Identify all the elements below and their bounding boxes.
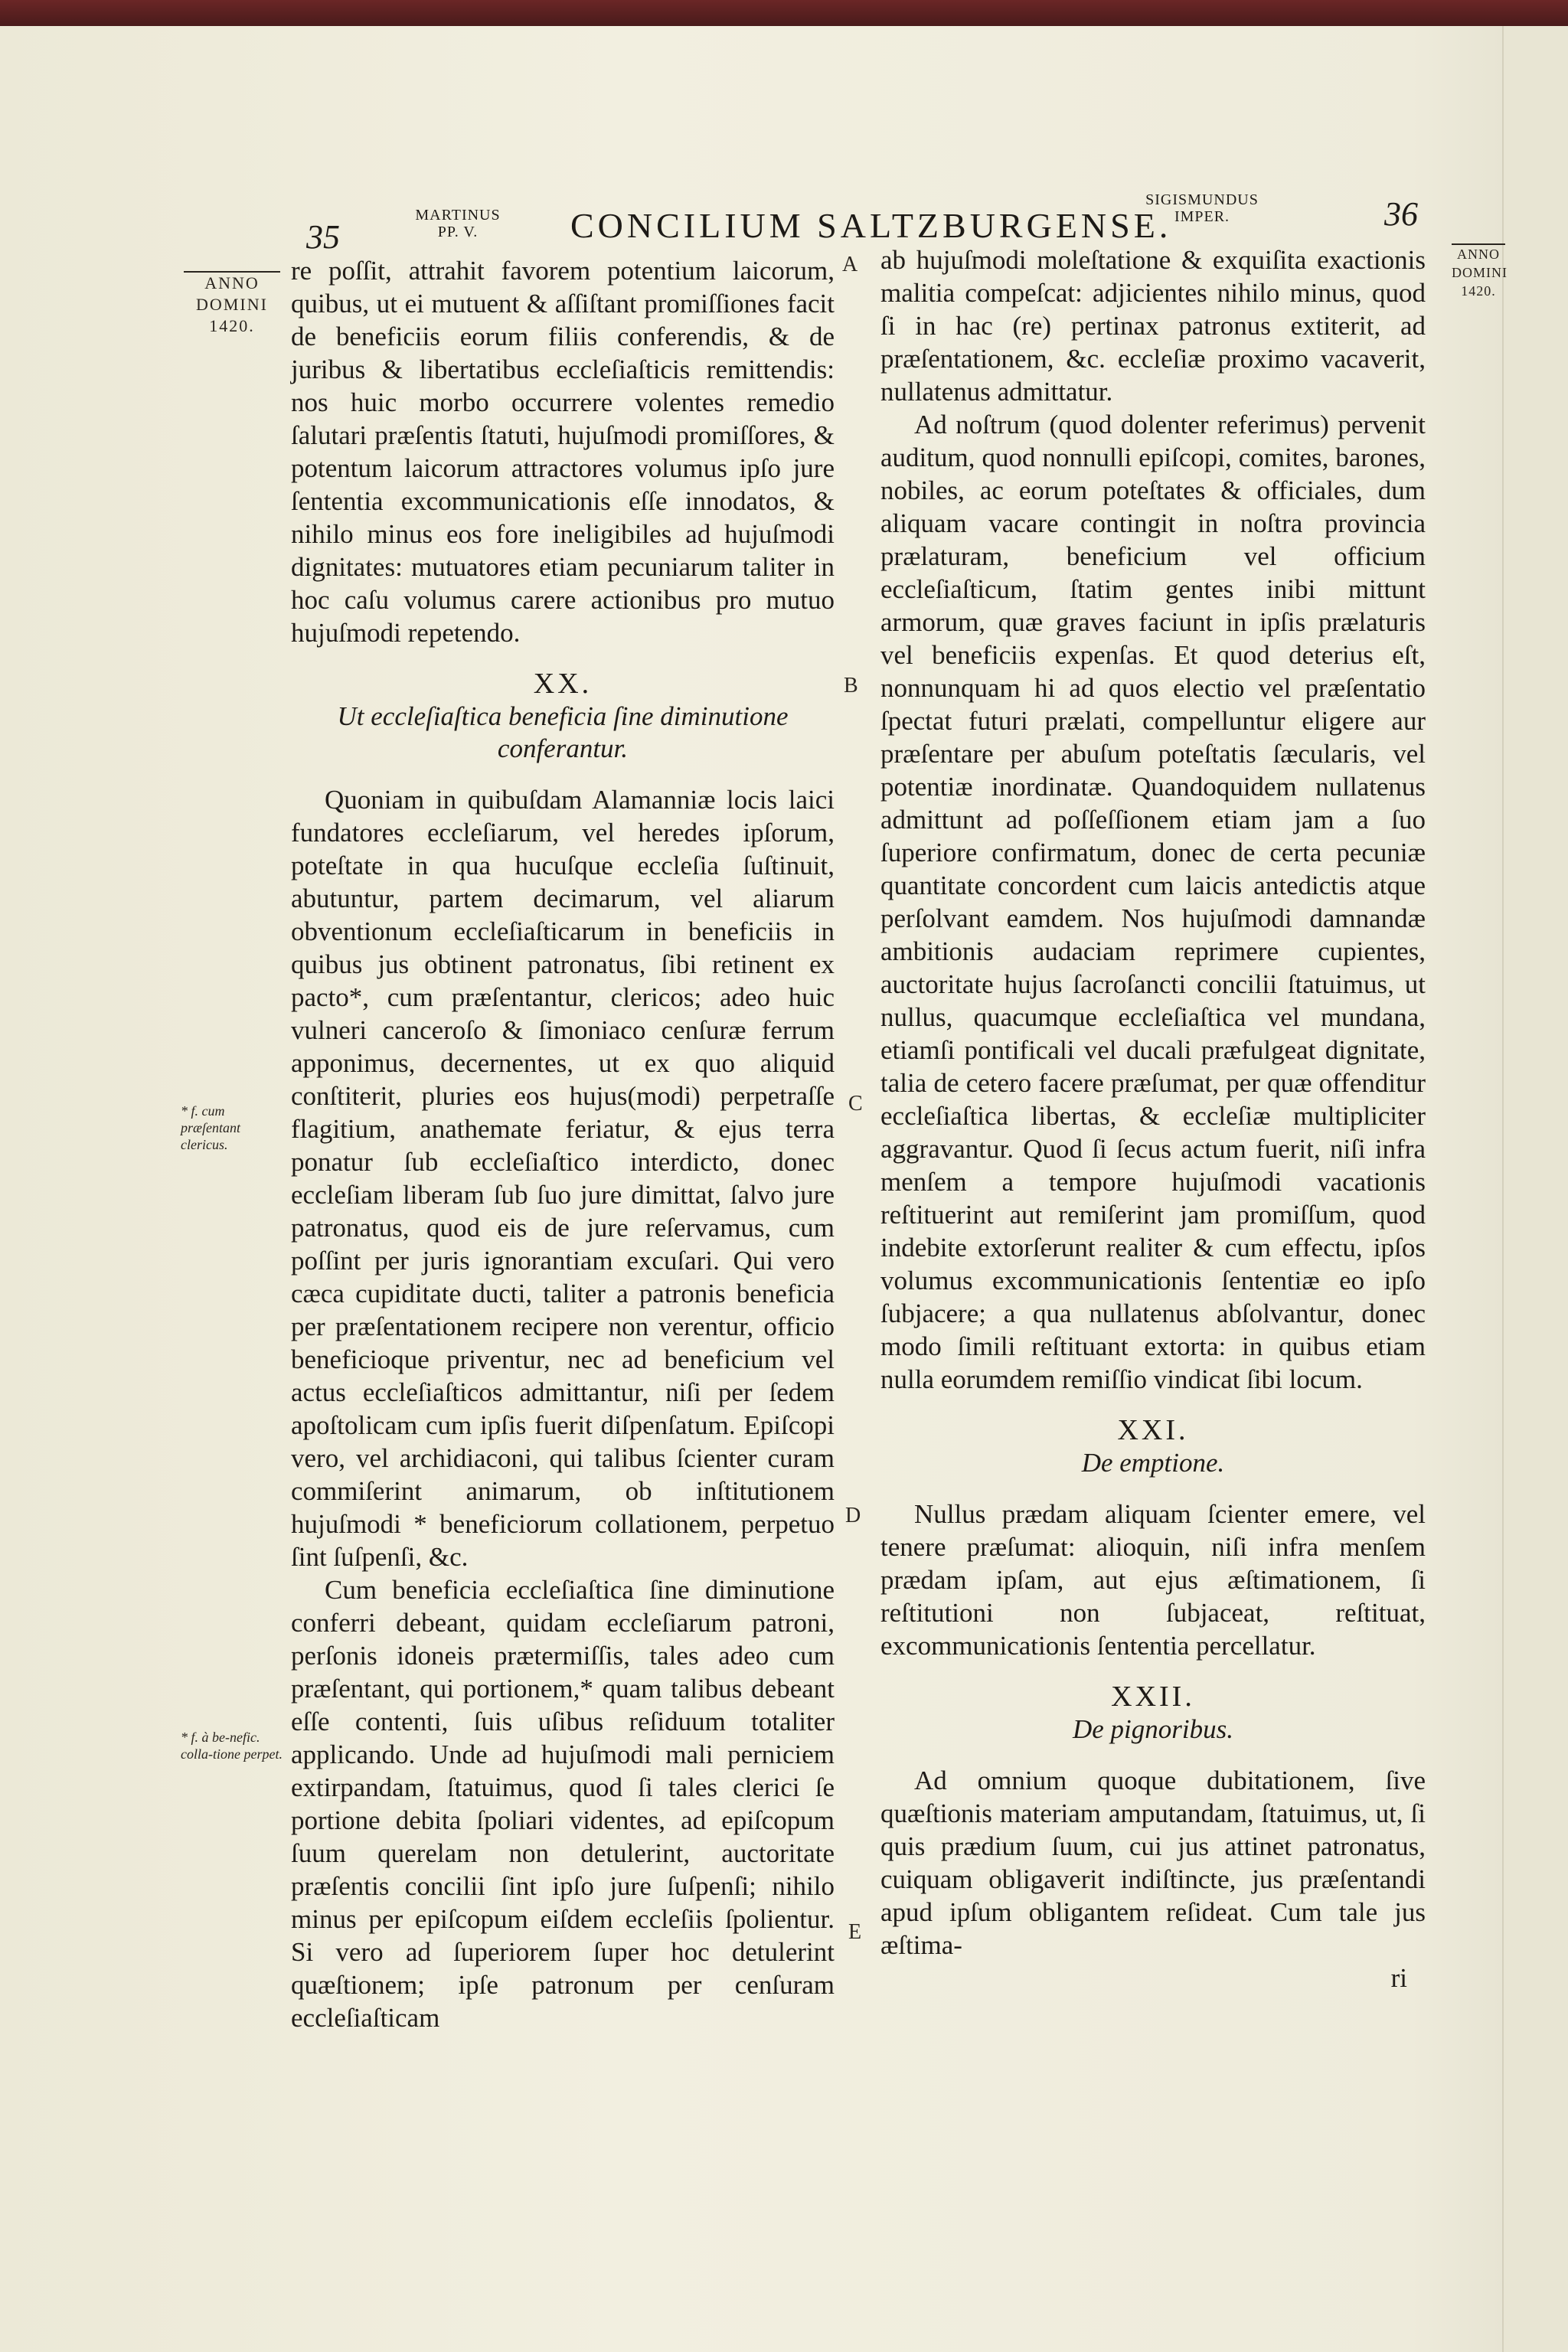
page-number-right: 36 xyxy=(1384,195,1418,233)
section-marker-e: E xyxy=(848,1920,862,1944)
anno-domini-left xyxy=(184,271,280,337)
header-right-label: SIGISMUNDUS IMPER. xyxy=(1145,191,1259,225)
section-heading-xxi xyxy=(880,1414,1426,1479)
paragraph: re poſſit, attrahit favorem potentium laicorum, quibus, ut ei mutuent & aſſiſtant promiſſiones facit de beneficiis eorum filiis conferendis, & de juribus & libertatibus eccleſiaſticis remittendis: nos huic morbo occurrere volentes remedio ſalutari præſentis ſtatuti, hujuſmodi promiſſores, & potentum laicorum attractores volumus ipſo jure ſententia excommunicationis eſſe innodatos, & nihilo minus eos fore ineligibiles ad hujuſmodi dignitates: mutuatores etiam pecuniarum taliter in hoc caſu volumus carere actionibus pro mutuo hujuſmodi repetendo. xyxy=(291,256,835,648)
section-number: XX. xyxy=(533,668,593,700)
paragraph: Ad omnium quoque dubitationem, ſive quæſtionis materiam amputandam, ſtatuimus, ut, ſi quis prædium ſuum, cui jus attinet patronatus, cuiquam obligaverit indiſtincte, jus præſentandi apud ipſum obligantem reſideat. Cum tale jus æſtima- xyxy=(880,1766,1426,1960)
section-marker-b: B xyxy=(844,674,858,697)
section-marker-c: C xyxy=(848,1092,863,1116)
anno-text: ANNO DOMINI 1420. xyxy=(196,273,268,335)
header-left-label: MARTINUS PP. V. xyxy=(415,207,501,240)
section-heading-xxii xyxy=(880,1681,1426,1746)
paragraph: ab hujuſmodi moleſtatione & exquiſita exactionis malitia compeſcat: adjicientes nihilo minus, quod ſi in hac (re) pertinax patronus extiterit, ad præſentationem, &c. eccleſiæ proximo vacaverit, nullatenus admittatur. xyxy=(880,245,1426,407)
paragraph: Ad noſtrum (quod dolenter referimus) pervenit auditum, quod nonnulli epiſcopi, comites, barones, nobiles, ac eorum poteſtates & officiales, dum aliquam vacare contingit in noſtra provincia prælaturam, beneficium vel officium eccleſiaſticum, ſtatim gentes inibi mittunt armorum, quæ graves faciunt in ipſis prælaturis vel beneficiis expenſas. Et quod deterius eſt, nonnunquam hi ad quos electio vel præſentatio ſpectat futuri prælati, compelluntur eligere aur præſentare per abuſum poteſtatis ſæcularis, vel potentiæ inordinatæ. Quandoquidem nullatenus admittunt ad poſſeſſionem etiam jam a ſuo ſuperiore confirmatum, donec de certa pecuniæ quantitate concordent cum laicis antedictis atque perſolvant eamdem. Nos hujuſmodi damnandæ ambitionis audaciam reprimere cupientes, auctoritate hujus ſacroſancti concilii ſtatuimus, ut nullus, quacumque eccleſiaſtica vel mundana, etiamſi pontificali vel ducali præfulgeat dignitate, talia de cetero facere præſumat, per quæ offenditur eccleſiaſtica libertas, & eccleſiæ multipliciter aggravantur. Quod ſi ſecus actum fuerit, niſi infra menſem a tempore hujuſmodi vacationis reſtituerint aut remiſerint jam promiſſum, quod indebite extorſerunt realiter & cum effectu, ipſos volumus excommunicationis ſententiæ eo ipſo ſubjacere; a qua nullatenus abſolvantur, donec modo ſimili reſtituant extorta: in quibus etiam nulla eorumdem remiſſio vindicat ſibi locum. xyxy=(880,410,1426,1394)
section-marker-d: D xyxy=(845,1504,861,1527)
margin-note-1: * f. cum præſentant clericus. xyxy=(181,1103,241,1152)
paragraph: Quoniam in quibuſdam Alamanniæ locis laici fundatores eccleſiarum, vel heredes ipſorum, poteſtate in qua hucuſque eccleſia ſuſtinuit, abutuntur, partem decimarum, vel aliarum obventionum eccleſiaſticarum in beneficiis in quibus jus obtinent patronatus, ſibi retinent ex pacto*, cum præſentantur, clericos; adeo huic vulneri canceroſo & ſimoniaco cenſuræ ferrum apponimus, decernentes, ut ex quo aliquid conſtiterit, pluries eos hujus(modi) perpetraſſe flagitium, anathemate feriatur, & ejus terra ponatur ſub eccleſiaſtico interdicto, donec eccleſiam liberam ſub ſuo jure dimittat, ſalvo jure patronatus, quod eis de jure reſervamus, cum poſſint per juris ignorantiam excuſari. Qui vero cæca cupiditate ducti, taliter a patronis beneficia per præſentationem recipere non verentur, officio beneficioque priventur, nec ad beneficium vel actus eccleſiaſticos admittantur, niſi per ſedem apoſtolicam cum ipſis fuerit diſpenſatum. Epiſcopi vero, vel archidiaconi, qui talibus ſcienter curam commiſerint animarum, ob inſtitutionem hujuſmodi * beneficiorum collationem, perpetuo ſint ſuſpenſi, &c. xyxy=(291,785,835,1572)
section-marker-a: A xyxy=(842,253,858,276)
right-column xyxy=(880,243,1426,1994)
section-title: Ut eccleſiaſtica beneficia ſine diminutione conferantur. xyxy=(337,701,789,763)
page-number-left: 35 xyxy=(306,218,340,256)
paragraph: Nullus prædam aliquam ſcienter emere, vel tenere præſumat: alioquin, niſi infra menſem prædam ipſam, aut ejus æſtimationem, ſi reſtitutioni non ſubjaceat, reſtituat, excommunicationis ſententia percellatur. xyxy=(880,1499,1426,1661)
section-title: De emptione. xyxy=(1081,1448,1225,1478)
anno-domini-right xyxy=(1452,243,1508,300)
section-number: XXII. xyxy=(1111,1681,1195,1713)
next-page-edge xyxy=(1502,26,1568,2352)
section-heading-xx xyxy=(291,668,835,765)
anno-text: ANNO DOMINI 1420. xyxy=(1452,247,1508,299)
left-column xyxy=(291,254,835,2034)
page-title: CONCILIUM SALTZBURGENSE. xyxy=(570,206,1172,245)
section-number: XXI. xyxy=(1117,1414,1189,1446)
anno-rule xyxy=(184,271,280,273)
margin-note-2: * f. à be-nefic. colla-tione perpet. xyxy=(181,1730,283,1762)
section-title: De pignoribus. xyxy=(1073,1714,1233,1744)
anno-rule xyxy=(1452,243,1505,245)
paragraph: Cum beneficia eccleſiaſtica ſine diminutione conferri debeant, quidam eccleſiarum patroni, perſonis idoneis prætermiſſis, tales adeo cum præſentant, qui portionem,* quam talibus debeant eſſe contenti, ſuis uſibus reſiduum totaliter applicando. Unde ad hujuſmodi mali perniciem extirpandam, ſtatuimus, quod ſi tales clerici ſe portione debita ſpoliari videntes, ad epiſcopum ſuum querelam non detulerint, auctoritate præſentis concilii ſint ipſo jure ſuſpenſi; nihilo minus per epiſcopum eiſdem eccleſiis ſpolientur. Si vero ad ſuperiorem ſuper hoc detulerint quæſtionem; ipſe patronum per cenſuram eccleſiaſticam xyxy=(291,1575,835,2033)
catchword: ri xyxy=(1390,1963,1407,1993)
